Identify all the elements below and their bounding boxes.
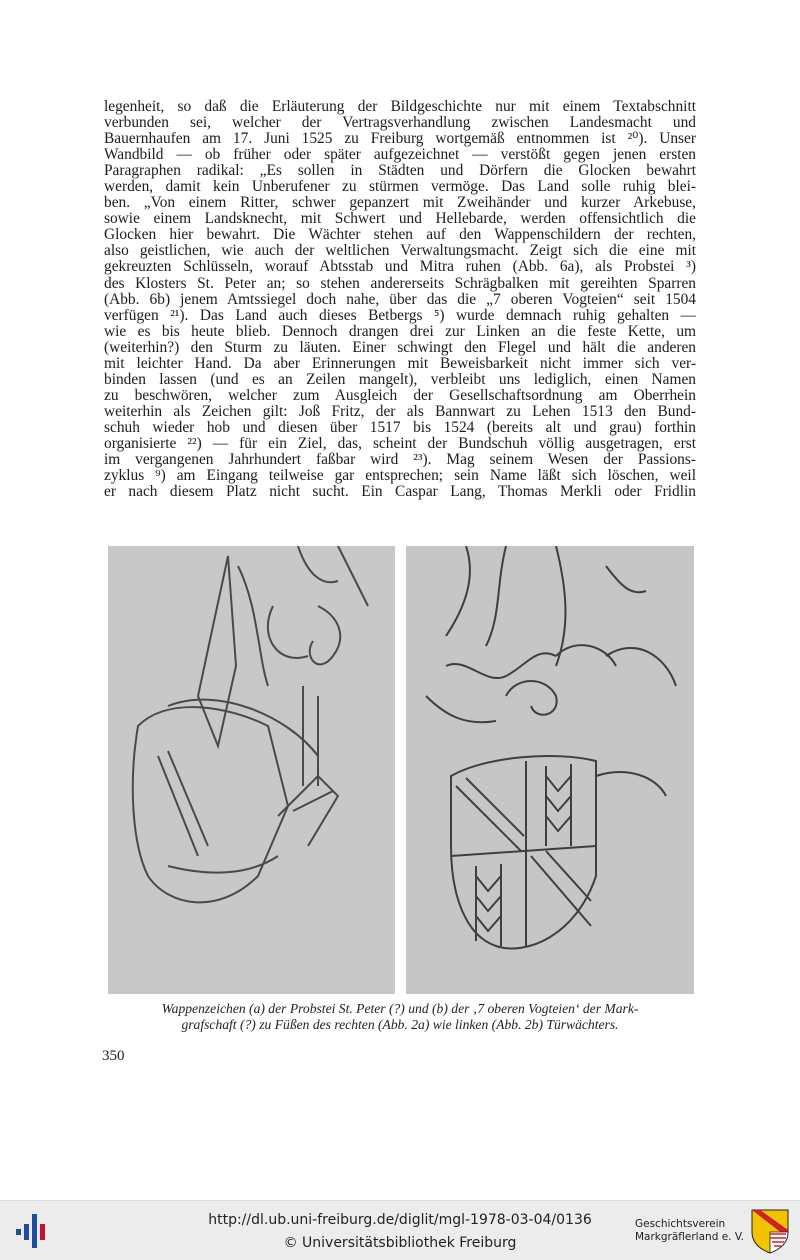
body-text-line: schuh wieder hob und diesen über 1517 bis 1524 (bereits alt und grau) forthin (104, 418, 696, 436)
body-text-line: Paragraphen radikal: „Es sollen in Städten und Dörfern die Glocken bewahrt (104, 162, 696, 180)
body-text-line: sowie einem Landsknecht, mit Schwert und Hellebarde, werden offensichtlich die (104, 210, 696, 228)
body-text-line: gekreuzten Schlüsseln, worauf Abtsstab und Mitra ruhen (Abb. 6a), als Probstei ³) (104, 258, 696, 276)
body-text-line: Wandbild — ob früher oder später aufgezeichnet — verstößt gegen jenen ersten (104, 146, 696, 164)
caption-line: Wappenzeichen (a) der Probstei St. Peter (?) und (b) der ‚7 oberen Vogteien‘ der Mark- (161, 1001, 639, 1016)
body-text-line: binden lassen (und es an Zeilen mangelt), verbleibt uns lediglich, einen Namen (104, 370, 696, 388)
body-text-line: ben. „Von einem Ritter, schwer gepanzert mit Zweihänder und kurzer Arkebuse, (104, 194, 696, 212)
figure-a-coat-of-arms-st-peter (108, 546, 395, 994)
figure-a-drawing (108, 546, 395, 994)
caption-line: grafschaft (?) zu Füßen des rechten (Abb. 2a) wie linken (Abb. 2b) Türwächters. (181, 1017, 619, 1032)
body-text-line: Glocken hier bewahrt. Die Wächter stehen auf den Wappenschildern der rechten, (104, 226, 696, 244)
body-text-line: (weiterhin?) den Sturm zu läuten. Einer schwingt den Flegel und hält die anderen (104, 338, 696, 356)
body-text-line: (Abb. 6b) jenem Amtssiegel doch nahe, über das die „7 oberen Vogteien“ seit 1504 (104, 290, 696, 308)
body-text-line: legenheit, so daß die Erläuterung der Bildgeschichte nur mit einem Textabschnitt (104, 98, 696, 115)
body-text (104, 99, 696, 500)
body-text-line: wie es bis heute blieb. Dennoch drangen drei zur Linken an die feste Kette, um (104, 322, 696, 340)
figure-b-drawing (406, 546, 694, 994)
body-text-line: er nach diesem Platz nicht sucht. Ein Caspar Lang, Thomas Merkli oder Fridlin (104, 483, 696, 501)
body-text-line: zyklus ⁹) am Eingang teilweise gar entsprechen; sein Name läßt sich löschen, weil (104, 467, 696, 485)
body-text-line: Bauernhaufen am 17. Juni 1525 zu Freiburg wortgemäß entnommen ist ²⁰). Unser (104, 130, 696, 148)
society-crest-icon (750, 1208, 790, 1254)
body-text-line: des Klosters St. Peter an; so stehen andererseits Schrägbalken mit gereihten Sparren (104, 274, 696, 292)
body-text-line: verfügen ²¹). Das Land auch dieses Betbergs ⁵) wurde demnach ruhig gehalten — (104, 306, 696, 324)
document-url-link[interactable]: http://dl.ub.uni-freiburg.de/diglit/mgl-1978-03-04/0136 (208, 1212, 592, 1228)
body-text-line: werden, damit kein Unberufener zu stürmen vermöge. Das Land solle ruhig blei- (104, 178, 696, 196)
figure-b-coat-of-arms-vogteien (406, 546, 694, 994)
page-number: 350 (102, 1048, 125, 1064)
body-text-line: im vergangenen Jahrhundert faßbar wird ²³). Mag seinem Wesen der Passions- (104, 451, 696, 469)
body-text-line: weiterhin als Zeichen gilt: Joß Fritz, der als Bannwart zu Lehen 1513 den Bund- (104, 402, 696, 420)
copyright-text: © Universitätsbibliothek Freiburg (283, 1235, 517, 1251)
society-name (635, 1218, 744, 1244)
body-text-line: mit leichter Hand. Da aber Erinnerungen mit Beweisbarkeit nicht immer sich ver- (104, 354, 696, 372)
society-line-1: Geschichtsverein (634, 1218, 726, 1230)
body-text-line: also geistlichen, wie auch der weltlichen Verwaltungsmacht. Zeigt sich die eine mit (104, 242, 696, 260)
body-text-line: verbunden sei, welcher der Vertragsverhandlung zwischen Landesmacht und (104, 114, 696, 132)
figure-caption (104, 1001, 696, 1033)
society-line-2: Markgräflerland e. V. (634, 1231, 744, 1243)
body-text-line: zu beschwören, welcher zum Ausgleich der Gesellschaftsordnung am Oberrhein (104, 386, 696, 404)
body-text-line: organisierte ²²) — für ein Ziel, das, scheint der Bundschuh völlig ausgetragen, erst (104, 434, 696, 452)
viewer-footer (0, 1200, 800, 1260)
